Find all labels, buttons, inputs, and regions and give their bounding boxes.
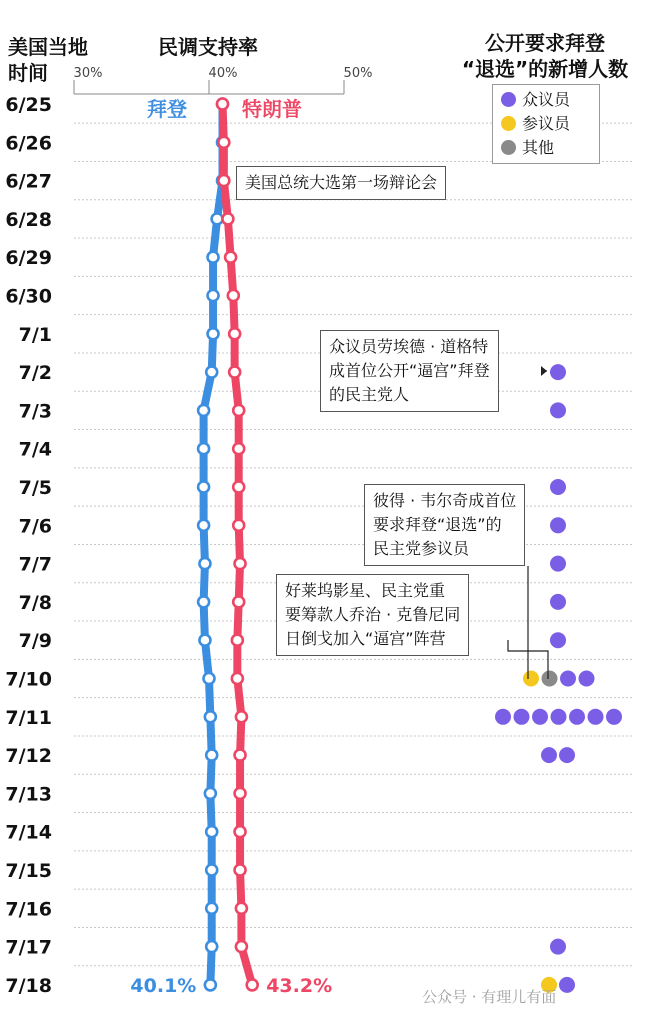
trump-point [235,826,246,837]
legend-item-other: 其他 [501,136,554,160]
date-label: 7/2 [18,362,52,385]
biden-point [206,865,217,876]
x-tick-label: 40% [208,66,238,81]
date-label: 7/10 [5,668,52,691]
trump-point [235,788,246,799]
date-label: 6/25 [5,94,52,116]
trump-point [222,213,233,224]
x-tick-label: 50% [343,66,373,81]
trump-point [233,596,244,607]
trump-name-label: 特朗普 [242,97,302,121]
rep-dot [588,709,604,725]
biden-name-label: 拜登 [147,97,187,121]
x-tick-label: 30% [73,66,103,81]
biden-point [208,328,219,339]
sen-dot-icon [501,116,516,131]
legend [492,84,600,164]
rep-dot [550,517,566,533]
biden-end-label: 40.1% [130,974,197,997]
date-label: 7/15 [5,860,52,882]
date-label: 7/3 [18,400,52,423]
biden-point [198,443,209,454]
sen-dot [523,671,539,687]
trump-point [225,252,236,263]
date-label: 6/28 [5,208,52,231]
biden-point [206,826,217,837]
rep-dot [579,671,595,687]
trump-point [236,903,247,914]
date-label: 7/11 [5,706,52,729]
rep-dot [495,709,511,725]
rep-dot [559,977,575,993]
other-dot-icon [501,140,516,155]
biden-point [206,750,217,761]
trump-point [232,635,243,646]
trump-point [229,367,240,378]
date-label: 7/4 [18,438,52,461]
trump-point [235,750,246,761]
trump-point [229,328,240,339]
count-header: 公开要求拜登 “退选”的新增人数 [461,31,629,81]
biden-point [208,252,219,263]
doggett-arrow-icon [541,366,547,376]
trump-point [235,558,246,569]
date-label: 7/6 [18,515,52,538]
rep-dot [550,479,566,495]
rep-dot [606,709,622,725]
annotation-welch: 彼得 · 韦尔奇成首位 要求拜登“退选”的 民主党参议员 [364,484,525,566]
date-label: 7/13 [5,783,52,806]
trump-point [235,865,246,876]
trump-point [233,482,244,493]
biden-point [198,482,209,493]
rep-dot [532,709,548,725]
biden-point [206,941,217,952]
biden-point [198,520,209,531]
rep-dot [569,709,585,725]
poll-header: 民调支持率 [158,35,258,59]
other-dot [542,671,558,687]
rep-dot [514,709,530,725]
time-header: 美国当地 时间 [8,35,88,85]
legend-item-rep: 众议员 [501,88,570,112]
biden-point [206,367,217,378]
trump-point [233,405,244,416]
date-label: 7/7 [18,553,52,576]
annotation-debate: 美国总统大选第一场辩论会 [236,166,446,200]
date-label: 7/14 [5,821,52,844]
rep-dot [550,594,566,610]
rep-dot [559,747,575,763]
rep-dot [550,556,566,572]
date-label: 6/27 [5,170,52,193]
watermark: 公众号 · 有理儿有面 [422,988,557,1006]
trump-point [217,99,228,110]
trump-point [233,443,244,454]
biden-point [198,405,209,416]
date-label: 6/29 [5,247,52,270]
biden-point [212,213,223,224]
trump-point [247,979,258,990]
date-label: 7/1 [18,323,52,346]
date-label: 7/8 [18,591,52,614]
date-label: 7/17 [5,936,52,959]
rep-dot [550,402,566,418]
biden-point [198,596,209,607]
date-label: 7/16 [5,898,52,921]
biden-point [205,788,216,799]
rep-dot [541,747,557,763]
biden-point [208,290,219,301]
biden-point [205,979,216,990]
biden-point [204,673,215,684]
date-label: 7/5 [18,477,52,499]
date-label: 6/30 [5,285,52,308]
trump-point [233,520,244,531]
date-label: 7/12 [5,745,52,768]
legend-item-sen: 参议员 [501,112,570,136]
date-label: 7/18 [5,974,52,997]
trump-point [228,290,239,301]
rep-dot [550,632,566,648]
trump-end-label: 43.2% [266,974,333,997]
rep-dot [550,364,566,380]
rep-dot [551,709,567,725]
biden-point [199,558,210,569]
trump-point [218,175,229,186]
rep-dot [560,671,576,687]
biden-point [205,711,216,722]
trump-point [236,941,247,952]
trump-point [218,137,229,148]
trump-point [232,673,243,684]
date-label: 7/9 [18,630,52,653]
biden-point [206,903,217,914]
date-label: 6/26 [5,132,52,155]
rep-dot [550,939,566,955]
rep-dot-icon [501,92,516,107]
annotation-clooney: 好莱坞影星、民主党重 要筹款人乔治 · 克鲁尼同 日倒戈加入“逼宫”阵营 [276,574,469,656]
trump-point [236,711,247,722]
biden-point [199,635,210,646]
annotation-doggett: 众议员劳埃德 · 道格特 成首位公开“逼宫”拜登 的民主党人 [320,330,499,412]
